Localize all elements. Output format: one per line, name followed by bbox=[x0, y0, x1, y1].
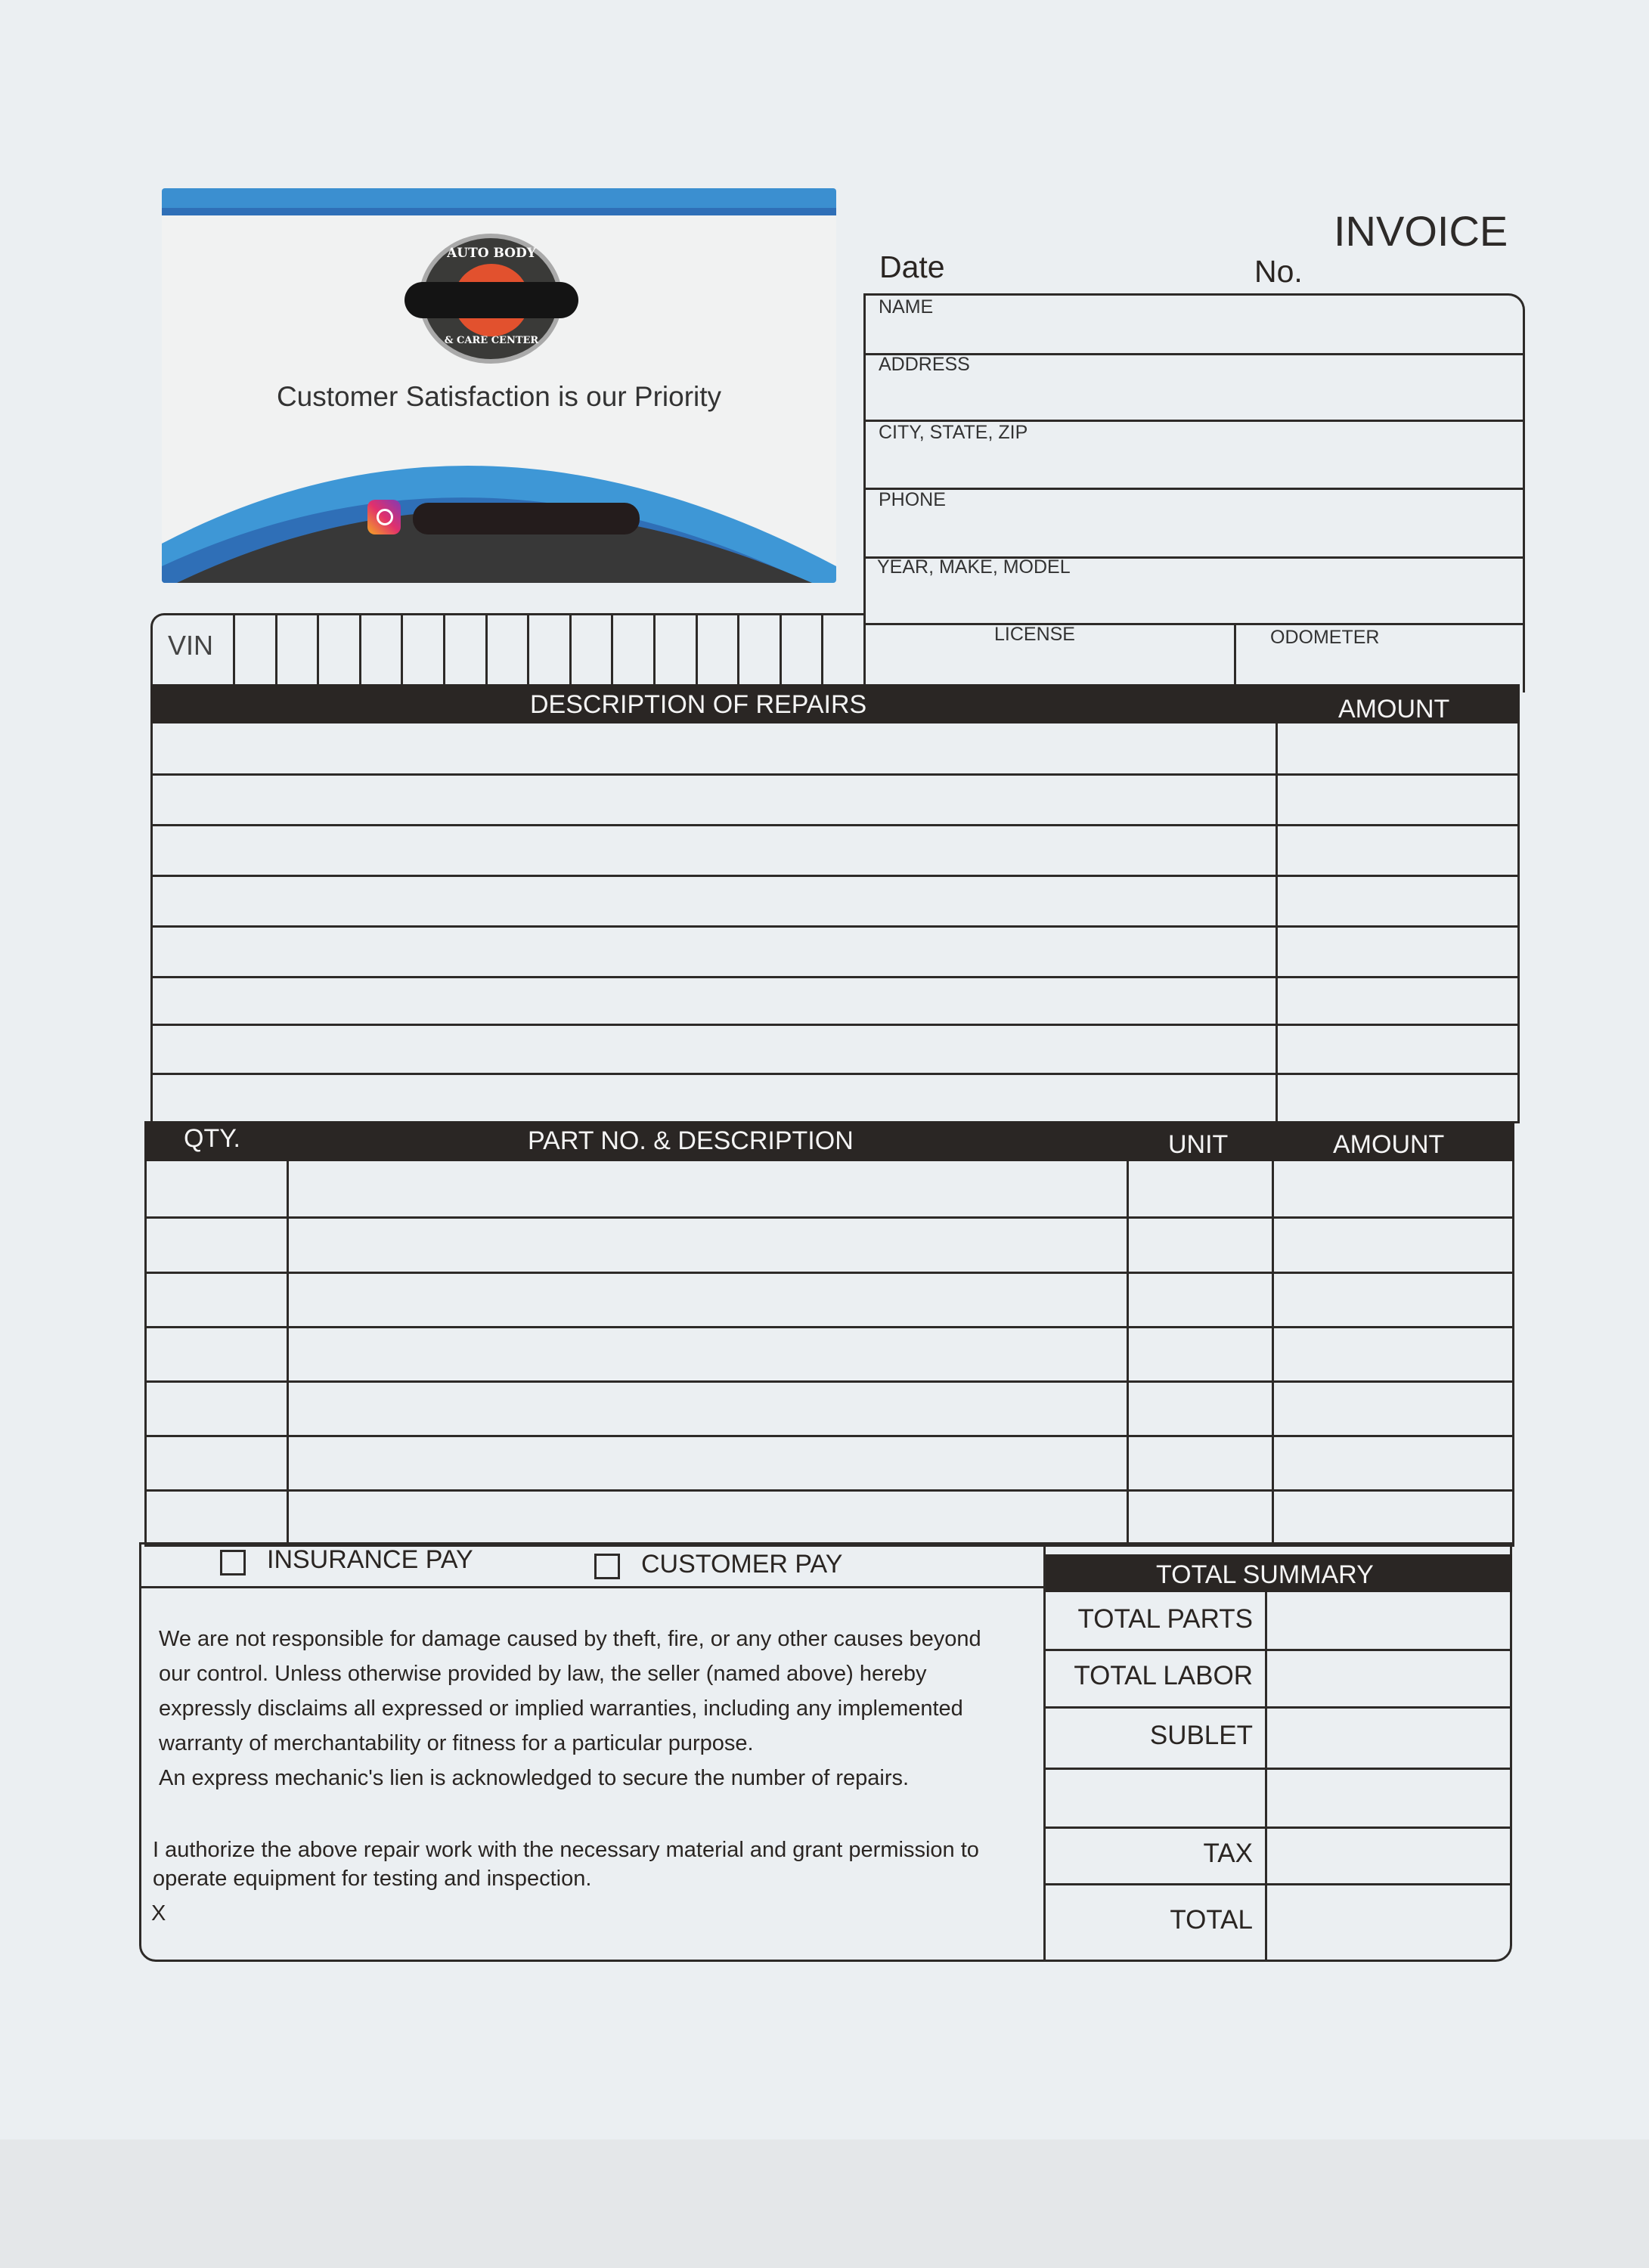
repairs-header-bar bbox=[150, 684, 1520, 723]
part-unit-cell[interactable] bbox=[1129, 1437, 1272, 1489]
part-unit-cell[interactable] bbox=[1129, 1219, 1272, 1272]
repair-amount-cell[interactable] bbox=[1279, 1026, 1517, 1073]
part-unit-cell[interactable] bbox=[1129, 1328, 1272, 1380]
vin-character-box[interactable] bbox=[656, 615, 695, 683]
sublet-label: SUBLET bbox=[1149, 1720, 1253, 1750]
odometer-field[interactable] bbox=[1237, 625, 1520, 684]
vin-character-box[interactable] bbox=[739, 615, 779, 683]
repair-description-cell[interactable] bbox=[153, 776, 1274, 824]
phone-label: PHONE bbox=[879, 489, 946, 510]
repair-description-cell[interactable] bbox=[153, 826, 1274, 875]
customer-pay-label: CUSTOMER PAY bbox=[641, 1550, 843, 1579]
part-qty-cell[interactable] bbox=[147, 1274, 287, 1326]
business-card bbox=[162, 188, 836, 583]
vin-character-box[interactable] bbox=[823, 615, 863, 683]
part-description-cell[interactable] bbox=[289, 1219, 1127, 1272]
repair-description-cell[interactable] bbox=[153, 928, 1274, 976]
total-summary-title: TOTAL SUMMARY bbox=[1156, 1560, 1374, 1589]
insurance-pay-checkbox[interactable] bbox=[220, 1550, 246, 1576]
vin-character-box[interactable] bbox=[445, 615, 485, 683]
logo-top-text: AUTO BODY bbox=[447, 246, 536, 261]
city-state-zip-label: CITY, STATE, ZIP bbox=[879, 422, 1028, 443]
authorization-line: I authorize the above repair work with the necessary material and grant permission to bbox=[153, 1838, 979, 1862]
vin-character-box[interactable] bbox=[319, 615, 358, 683]
repair-amount-cell[interactable] bbox=[1279, 978, 1517, 1024]
total-label: TOTAL bbox=[1170, 1904, 1253, 1935]
vin-character-box[interactable] bbox=[277, 615, 317, 683]
part-qty-cell[interactable] bbox=[147, 1383, 287, 1435]
part-description-header: PART NO. & DESCRIPTION bbox=[528, 1126, 854, 1155]
repair-description-cell[interactable] bbox=[153, 978, 1274, 1024]
scan-background bbox=[0, 2139, 1649, 2268]
part-qty-cell[interactable] bbox=[147, 1328, 287, 1380]
vin-character-box[interactable] bbox=[235, 615, 274, 683]
city-state-zip-field[interactable] bbox=[866, 422, 1522, 488]
repair-description-cell[interactable] bbox=[153, 1075, 1274, 1121]
part-amount-cell[interactable] bbox=[1274, 1274, 1512, 1326]
customer-pay-checkbox[interactable] bbox=[594, 1554, 620, 1579]
part-amount-cell[interactable] bbox=[1274, 1437, 1512, 1489]
redacted-handle bbox=[413, 503, 640, 534]
total-value-cell[interactable] bbox=[1268, 1885, 1508, 1960]
part-description-cell[interactable] bbox=[289, 1274, 1127, 1326]
card-tagline: Customer Satisfaction is our Priority bbox=[276, 381, 722, 412]
repairs-amount-header: AMOUNT bbox=[1338, 695, 1450, 723]
blank-value-cell[interactable] bbox=[1268, 1770, 1508, 1826]
repair-amount-cell[interactable] bbox=[1279, 726, 1517, 773]
total-parts-label: TOTAL PARTS bbox=[1077, 1603, 1253, 1634]
tax-value-cell[interactable] bbox=[1268, 1829, 1508, 1883]
disclaimer-line: expressly disclaims all expressed or implied warranties, including any implemented bbox=[159, 1696, 963, 1721]
invoice-number-label: No. bbox=[1254, 254, 1303, 289]
repair-description-cell[interactable] bbox=[153, 1026, 1274, 1073]
part-qty-cell[interactable] bbox=[147, 1219, 287, 1272]
unit-header: UNIT bbox=[1168, 1130, 1229, 1159]
date-label: Date bbox=[879, 249, 945, 284]
total-labor-value-cell[interactable] bbox=[1268, 1651, 1508, 1706]
vin-character-box[interactable] bbox=[782, 615, 821, 683]
license-label: LICENSE bbox=[994, 624, 1075, 645]
vin-box-divider bbox=[863, 613, 866, 684]
sublet-value-cell[interactable] bbox=[1268, 1709, 1508, 1768]
authorization-line: operate equipment for testing and inspection. bbox=[153, 1867, 592, 1891]
repair-amount-cell[interactable] bbox=[1279, 776, 1517, 824]
repair-description-cell[interactable] bbox=[153, 877, 1274, 925]
part-unit-cell[interactable] bbox=[1129, 1492, 1272, 1545]
repair-amount-cell[interactable] bbox=[1279, 928, 1517, 976]
part-amount-cell[interactable] bbox=[1274, 1328, 1512, 1380]
name-label: NAME bbox=[879, 296, 934, 318]
part-amount-cell[interactable] bbox=[1274, 1219, 1512, 1272]
part-description-cell[interactable] bbox=[289, 1383, 1127, 1435]
total-labor-label: TOTAL LABOR bbox=[1074, 1661, 1253, 1690]
authorization-text bbox=[153, 1836, 979, 1893]
signature-mark: X bbox=[151, 1901, 166, 1926]
name-field[interactable] bbox=[866, 302, 1522, 355]
disclaimer-line: An express mechanic's lien is acknowledged to secure the number of repairs. bbox=[159, 1766, 910, 1790]
part-amount-cell[interactable] bbox=[1274, 1492, 1512, 1545]
part-description-cell[interactable] bbox=[289, 1328, 1127, 1380]
disclaimer-line: our control. Unless otherwise provided by law, the seller (named above) hereby bbox=[159, 1662, 927, 1686]
part-unit-cell[interactable] bbox=[1129, 1163, 1272, 1216]
part-qty-cell[interactable] bbox=[147, 1437, 287, 1489]
phone-field[interactable] bbox=[866, 490, 1522, 556]
signature-field[interactable] bbox=[181, 1898, 1013, 1935]
part-amount-cell[interactable] bbox=[1274, 1163, 1512, 1216]
part-qty-cell[interactable] bbox=[147, 1163, 287, 1216]
total-summary-header bbox=[1046, 1554, 1512, 1592]
parts-header-bar bbox=[144, 1121, 1514, 1161]
vin-character-box[interactable] bbox=[403, 615, 442, 683]
address-label: ADDRESS bbox=[879, 354, 970, 375]
vin-character-box[interactable] bbox=[529, 615, 569, 683]
disclaimer-line: warranty of merchantability or fitness for a particular purpose. bbox=[159, 1731, 754, 1755]
repair-description-cell[interactable] bbox=[153, 726, 1274, 773]
license-field[interactable] bbox=[866, 625, 1232, 684]
instagram-icon bbox=[367, 500, 401, 534]
repairs-description-header: DESCRIPTION OF REPAIRS bbox=[530, 690, 867, 719]
parts-amount-header: AMOUNT bbox=[1333, 1130, 1445, 1159]
disclaimer-line: We are not responsible for damage caused by theft, fire, or any other causes beyond bbox=[159, 1627, 981, 1651]
part-amount-cell[interactable] bbox=[1274, 1383, 1512, 1435]
qty-header: QTY. bbox=[184, 1124, 240, 1153]
logo-bottom-text: & CARE CENTER bbox=[444, 335, 539, 346]
part-unit-cell[interactable] bbox=[1129, 1274, 1272, 1326]
repair-amount-cell[interactable] bbox=[1279, 877, 1517, 925]
insurance-pay-label: INSURANCE PAY bbox=[267, 1545, 473, 1574]
tax-label: TAX bbox=[1203, 1838, 1253, 1868]
part-description-cell[interactable] bbox=[289, 1163, 1127, 1216]
vin-character-box[interactable] bbox=[572, 615, 611, 683]
repair-amount-cell[interactable] bbox=[1279, 1075, 1517, 1121]
vin-label: VIN bbox=[168, 630, 214, 661]
part-description-cell[interactable] bbox=[289, 1437, 1127, 1489]
vin-character-box[interactable] bbox=[698, 615, 737, 683]
vin-character-box[interactable] bbox=[613, 615, 652, 683]
part-unit-cell[interactable] bbox=[1129, 1383, 1272, 1435]
part-description-cell[interactable] bbox=[289, 1492, 1127, 1545]
legal-disclaimer bbox=[159, 1622, 981, 1796]
year-make-model-label: YEAR, MAKE, MODEL bbox=[877, 556, 1071, 578]
vin-character-box[interactable] bbox=[488, 615, 527, 683]
year-make-model-field[interactable] bbox=[866, 559, 1522, 623]
vin-character-box[interactable] bbox=[361, 615, 401, 683]
odometer-label: ODOMETER bbox=[1270, 627, 1380, 648]
part-qty-cell[interactable] bbox=[147, 1492, 287, 1545]
invoice-title: INVOICE bbox=[1334, 207, 1508, 255]
repair-amount-cell[interactable] bbox=[1279, 826, 1517, 875]
address-field[interactable] bbox=[866, 355, 1522, 420]
total-parts-value-cell[interactable] bbox=[1268, 1594, 1508, 1649]
